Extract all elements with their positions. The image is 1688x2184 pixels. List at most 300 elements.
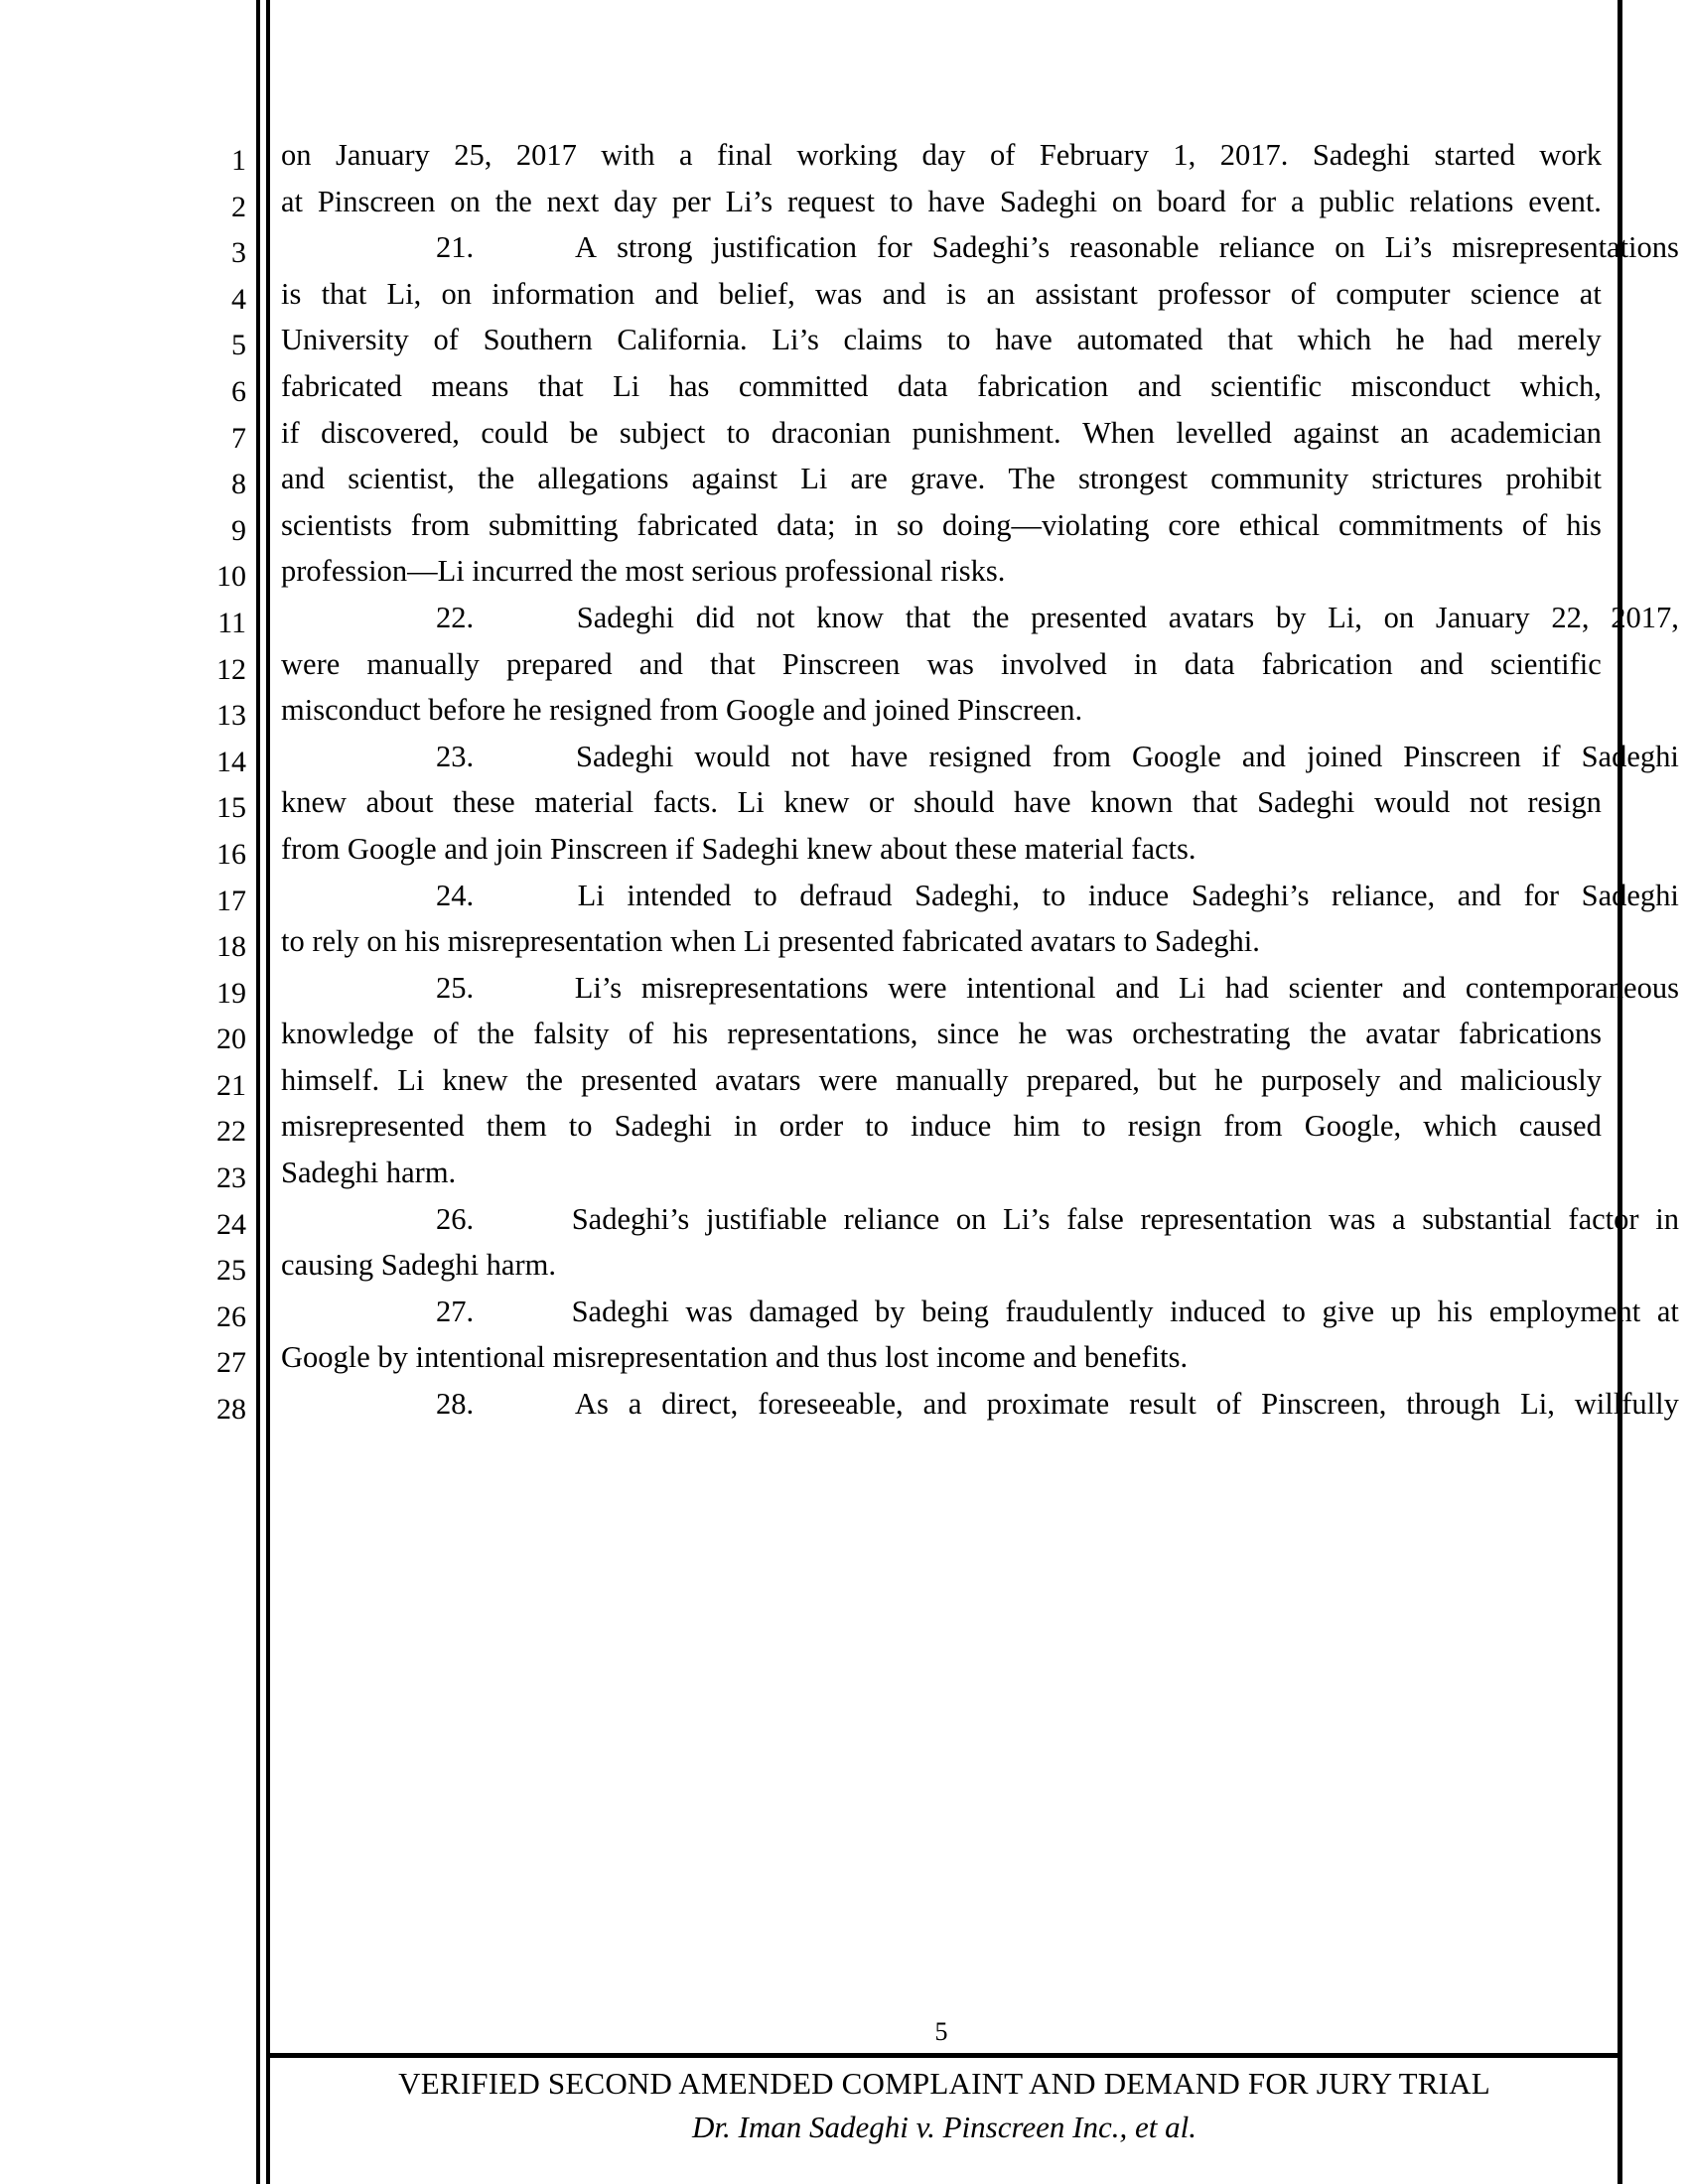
word: direct, [661,1387,739,1422]
word: induce [1087,878,1170,912]
word: were [818,1062,878,1097]
word: scienter [1288,970,1383,1005]
word: so [897,507,924,542]
word: caused [1518,1109,1602,1144]
text-line-content: Sadeghi harm. [281,1156,457,1190]
justified-line [281,779,1602,826]
text-line-content: Google by intentional misrepresentation and thus lost income and benefits. [281,1340,1189,1375]
word: strong [617,230,693,265]
word: board [1157,184,1226,218]
word: to [726,415,751,450]
word: community [1210,462,1349,496]
word: event. [1528,184,1602,218]
word: that [1227,323,1273,357]
word: his [672,1017,708,1051]
word: should [914,785,995,820]
word: automated [1076,323,1203,357]
word: he [1395,323,1425,357]
word: Li, [386,276,422,311]
word: strictures [1371,462,1483,496]
word: involved [1001,646,1107,681]
word: in [1133,646,1158,681]
word: from [410,507,471,542]
word: working [796,138,899,172]
word: misrepresentations [1452,230,1679,265]
line-number: 9 [231,513,246,547]
text-line [281,918,1602,965]
word: resign [1127,1109,1202,1144]
word: January [335,138,430,172]
justified-line [281,271,1602,318]
word: assistant [1035,276,1138,311]
word: prepared [505,646,613,681]
word: and [1419,646,1464,681]
word: Li’s [574,970,623,1005]
word: Li [577,878,605,912]
word: fabricated [281,368,402,403]
line-number: 11 [217,606,246,639]
word: Sadeghi’s [931,230,1051,265]
word: did [695,600,735,634]
word: that [709,646,756,681]
word: avatars [1168,600,1255,634]
word: Li’s [772,323,819,357]
word: 2017 [515,138,577,172]
word: day [614,184,658,218]
word: of [989,138,1016,172]
word: the [1309,1017,1346,1051]
word: avatars [715,1062,801,1097]
text-line [281,1196,1679,1243]
word: result [1129,1387,1196,1422]
word: purposely [1261,1062,1381,1097]
line-number: 15 [216,791,246,825]
word: to [865,1109,889,1144]
word: ethical [1238,507,1321,542]
word: fabrications [1458,1017,1602,1051]
word: the [494,184,532,218]
document-body-text [281,132,1679,1428]
word: Sadeghi [576,600,674,634]
line-number: 27 [216,1346,246,1380]
word: Li [397,1062,425,1097]
word: and [1457,878,1501,912]
word: on [450,184,481,218]
justified-line [281,456,1602,502]
word: to [1042,878,1066,912]
justified-line [281,502,1602,549]
word: misrepresentations [640,970,869,1005]
word: him [1013,1109,1060,1144]
word: and [1398,1062,1443,1097]
line-number: 23 [216,1161,246,1195]
word: proximate [986,1387,1110,1422]
word: started [1434,138,1515,172]
word: a [678,138,693,172]
word: final [716,138,773,172]
word: would [1373,785,1451,820]
text-line [281,1150,1602,1196]
word: committed [738,368,869,403]
word: and [882,276,926,311]
word: information [492,276,635,311]
line-number: 14 [216,745,246,778]
word: have [927,184,985,218]
word: damaged [749,1294,859,1328]
word: Li’s [1003,1201,1051,1236]
word: representation [1140,1201,1313,1236]
word: not [756,600,795,634]
justified-line [358,1196,1679,1243]
justified-line [358,965,1679,1012]
paragraph-number: 21. [436,230,475,265]
word: and [1402,970,1447,1005]
word: means [431,368,509,403]
word: resign [1527,785,1602,820]
word: was [1328,1201,1376,1236]
word: an [1400,415,1430,450]
text-line [281,456,1602,502]
word: February [1039,138,1149,172]
word: false [1066,1201,1124,1236]
justified-line [358,1289,1679,1335]
justified-line [358,224,1679,271]
word: strongest [1077,462,1189,496]
justified-line [281,1103,1602,1150]
word: and [1115,970,1160,1005]
word: he [1214,1062,1243,1097]
word: from [1052,739,1111,773]
text-line [281,317,1602,363]
word: had [1224,970,1269,1005]
word: was [814,276,863,311]
paragraph-number: 24. [436,878,475,912]
justified-line [281,1057,1602,1104]
word: request [786,184,876,218]
word: not [790,739,830,773]
word: that [321,276,367,311]
text-line [281,1242,1602,1289]
word: in [1655,1201,1679,1236]
word: intended [627,878,732,912]
word: of [1215,1387,1242,1422]
word: of [1521,507,1548,542]
word: relations [1409,184,1514,218]
footer-document-title: VERIFIED SECOND AMENDED COMPLAINT AND DEMAND FOR JURY TRIAL [398,2066,1490,2101]
justified-line [281,641,1602,688]
word: induce [911,1109,992,1144]
left-margin-rule-outer [256,0,260,2184]
word: commitments [1337,507,1504,542]
word: presented [581,1062,697,1097]
word: Sadeghi [614,1109,712,1144]
word: on [281,138,312,172]
word: in [733,1109,758,1144]
word: claims [843,323,923,357]
word: against [691,462,778,496]
word: have [995,323,1053,357]
text-line [281,271,1602,318]
word: these [453,785,515,820]
text-line [281,873,1679,919]
line-number: 16 [216,837,246,871]
line-number: 5 [231,329,246,362]
paragraph-number: 25. [436,970,475,1005]
word: were [281,646,341,681]
word: Sadeghi [1581,739,1679,773]
right-margin-rule [1618,0,1622,2184]
word: fabricated [636,507,759,542]
word: joined [1306,739,1383,773]
word: draconian [771,415,892,450]
word: Sadeghi [1312,138,1411,172]
word: to [946,323,971,357]
word: for [1523,878,1560,912]
word: California. [617,323,748,357]
word: A [575,230,598,265]
line-number: 3 [231,236,246,270]
word: Pinscreen [1403,739,1521,773]
word: and [654,276,699,311]
line-number: 19 [216,976,246,1010]
footer-case-caption: Dr. Iman Sadeghi v. Pinscreen Inc., et al. [692,2110,1196,2144]
text-line [281,779,1602,826]
word: Google, [1304,1109,1402,1144]
text-line [281,1057,1602,1104]
word: have [1013,785,1071,820]
word: about [365,785,434,820]
word: public [1319,184,1395,218]
word: that [537,368,584,403]
word: if [1541,739,1561,773]
word: by [1275,600,1307,634]
word: Pinscreen, [1261,1387,1387,1422]
justified-line [281,1011,1602,1057]
word: Sadeghi [571,1294,669,1328]
word: employment [1488,1294,1641,1328]
word: 25, [454,138,492,172]
word: had [1449,323,1493,357]
word: fraudulently [1005,1294,1154,1328]
word: Sadeghi’s [1191,878,1310,912]
word: foreseeable, [758,1387,904,1422]
word: is [945,276,967,311]
word: the [525,1062,563,1097]
word: that [905,600,951,634]
text-line-content: from Google and join Pinscreen if Sadeghi knew about these material facts. [281,831,1196,866]
paragraph-number: 22. [436,600,475,634]
word: computer [1336,276,1451,311]
word: reliance [1218,230,1316,265]
paragraph-number: 23. [436,739,475,773]
line-number: 2 [231,190,246,223]
word: manually [366,646,480,681]
word: defraud [799,878,893,912]
word: scientific [1490,646,1602,681]
text-line [281,1103,1602,1150]
word: Li’s [725,184,774,218]
word: maliciously [1460,1062,1602,1097]
word: day [921,138,966,172]
word: and [281,462,326,496]
word: Google [1132,739,1221,773]
word: of [433,1017,459,1051]
word: being [921,1294,989,1328]
justified-line [281,410,1602,457]
text-line [281,1334,1602,1381]
word: them [486,1109,547,1144]
word: submitting [488,507,619,542]
word: or [868,785,895,820]
word: Sadeghi’s [571,1201,690,1236]
word: on [1335,230,1365,265]
word: and [1241,739,1286,773]
word: January [1435,600,1530,634]
word: presented [1031,600,1148,634]
word: Pinscreen [317,184,436,218]
word: misconduct [1350,368,1491,403]
word: material [534,785,634,820]
word: prohibit [1505,462,1602,496]
line-number: 20 [216,1023,246,1056]
text-line-content: causing Sadeghi harm. [281,1248,556,1283]
text-line [281,1011,1602,1057]
word: levelled [1176,415,1272,450]
word: was [1065,1017,1114,1051]
word: but [1158,1062,1197,1097]
word: science [1470,276,1560,311]
word: orchestrating [1132,1017,1291,1051]
word: to [1081,1109,1106,1144]
word: has [668,368,710,403]
text-line-content: profession—Li incurred the most serious professional risks. [281,554,1006,589]
text-line [281,965,1679,1012]
word: manually [895,1062,1009,1097]
word: merely [1517,323,1602,357]
word: of [1290,276,1317,311]
line-number: 7 [231,421,246,455]
text-line [281,179,1602,225]
line-number: 12 [216,652,246,686]
word: Li [613,368,640,403]
justified-line [358,734,1679,780]
word: for [877,230,913,265]
word: himself. [281,1062,380,1097]
text-line [281,1381,1679,1428]
word: would [694,739,771,773]
word: on [441,276,472,311]
word: The [1008,462,1055,496]
word: facts. [652,785,719,820]
word: were [888,970,947,1005]
word: with [601,138,655,172]
paragraph-number: 26. [436,1201,475,1236]
word: by [875,1294,906,1328]
word: discovered, [321,415,460,450]
text-line [281,595,1679,641]
line-number: 17 [216,884,246,917]
word: academician [1450,415,1602,450]
word: When [1082,415,1155,450]
word: justification [712,230,858,265]
word: allegations [537,462,669,496]
word: to [568,1109,593,1144]
line-number-column [179,138,246,1433]
word: prepared, [1026,1062,1140,1097]
word: belief, [718,276,795,311]
word: a [1290,184,1305,218]
text-line-content: to rely on his misrepresentation when Li presented fabricated avatars to Sadeghi. [281,924,1260,959]
word: Southern [483,323,593,357]
word: of [433,323,459,357]
word: and [922,1387,967,1422]
word: have [850,739,909,773]
word: 2017, [1611,600,1679,634]
word: on [1383,600,1415,634]
word: an [986,276,1016,311]
word: and [1137,368,1182,403]
word: on [1111,184,1143,218]
word: Sadeghi, [914,878,1020,912]
word: to [1282,1294,1306,1328]
justified-line [358,1381,1679,1428]
text-line [281,548,1602,595]
word: through [1406,1387,1501,1422]
paragraph-number: 28. [436,1387,475,1422]
word: that [1192,785,1238,820]
word: the [477,462,515,496]
word: reliance, [1332,878,1436,912]
word: grave. [910,462,986,496]
word: from [1223,1109,1283,1144]
text-line [281,1289,1679,1335]
word: As [574,1387,609,1422]
word: induced [1170,1294,1266,1328]
text-line [281,734,1679,780]
word: a [628,1387,642,1422]
word: per [671,184,711,218]
word: on [955,1201,987,1236]
line-number: 13 [216,699,246,733]
word: knowledge [281,1017,414,1051]
text-line [281,502,1602,549]
word: know [816,600,884,634]
line-number: 1 [231,144,246,177]
word: University [281,323,409,357]
word: which [1423,1109,1497,1144]
justified-line [281,317,1602,363]
word: give [1322,1294,1374,1328]
line-number: 21 [216,1068,246,1102]
word: next [546,184,600,218]
word: professor [1158,276,1271,311]
word: Sadeghi [999,184,1098,218]
word: doing—violating [942,507,1150,542]
word: against [1293,415,1379,450]
justified-line [358,873,1679,919]
word: for [1240,184,1277,218]
word: to [753,878,777,912]
word: in [854,507,879,542]
word: factor [1568,1201,1639,1236]
word: data [1184,646,1235,681]
word: Li, [1328,600,1362,634]
text-line [281,826,1602,873]
justified-line [281,132,1602,179]
word: data [897,368,948,403]
word: Sadeghi [576,739,674,773]
line-number: 10 [216,560,246,594]
